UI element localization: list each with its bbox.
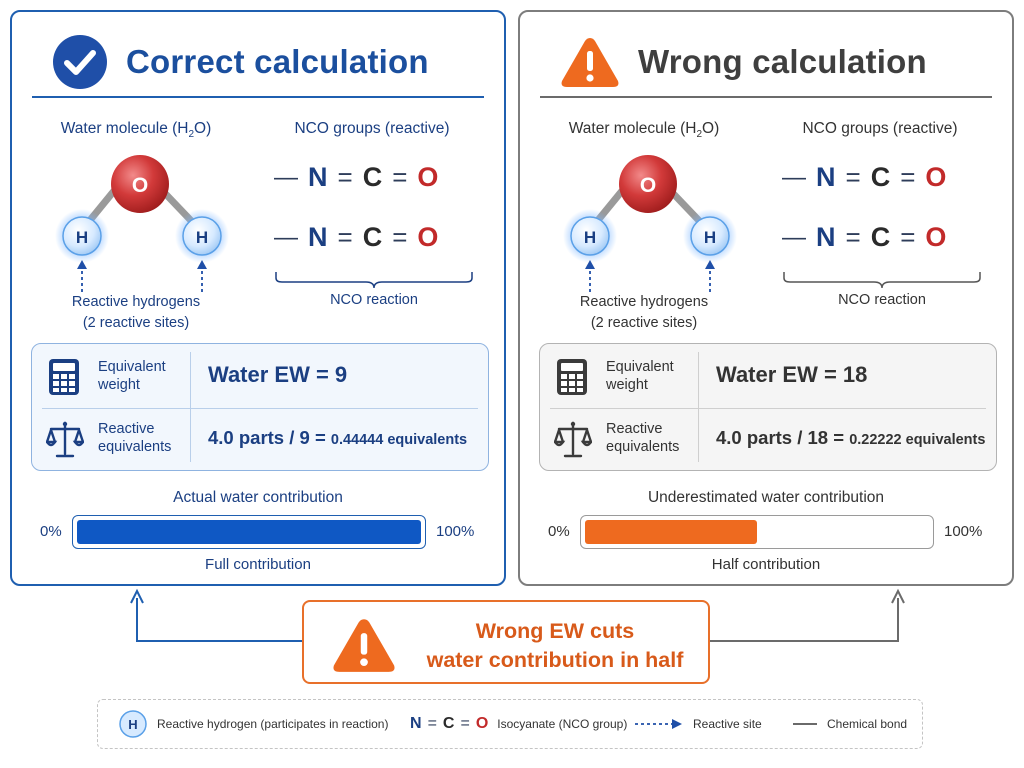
isocyanate-legend-icon: N = C = O [410,715,489,732]
hydrogen-symbol-right: H [703,228,717,247]
eq-label-line2: equivalents [606,439,680,455]
contribution-caption: Full contribution [205,556,311,573]
legend-item-reactive-site [634,700,762,748]
reactive-hydrogens-text: Reactive hydrogens [71,294,201,310]
hydrogen-symbol-right: H [195,228,209,247]
callout-line1: Wrong EW cuts [475,619,635,643]
equivalent-weight-value: Water EW = 9 [208,362,348,387]
callout-line2: water contribution in half [426,648,684,672]
legend-reactive-site-text: Reactive site [693,717,762,731]
nco-groups-label: NCO groups (reactive) [802,120,958,137]
contribution-caption: Half contribution [711,556,821,573]
nco-groups-label: NCO groups (reactive) [294,120,450,137]
legend-item-hydrogen [118,700,388,748]
contribution-title: Underestimated water contribution [647,489,885,506]
equivalent-weight-value: Water EW = 18 [716,362,868,387]
percent-min-label: 0% [40,523,62,540]
hydrogen-symbol-left: H [583,228,597,247]
legend-item-bond [792,700,907,748]
bond-line-icon [792,718,818,730]
wrong-title: Wrong calculation [638,43,927,80]
reactive-hydrogens-text: Reactive hydrogens [579,294,709,310]
nco-group-1: — N = C = O [274,162,439,192]
wrong-ew-callout [302,600,710,684]
contribution-title: Actual water contribution [173,489,343,506]
legend-item-isocyanate [410,700,627,748]
reactive-equivalents-value: 4.0 parts / 18 = 0.22222 equivalents [716,427,986,448]
callout-text [410,617,700,675]
correct-title: Correct calculation [126,43,429,80]
dashed-arrow-icon [634,718,684,730]
percent-min-label: 0% [548,523,570,540]
ew-label-line1: Equivalent [606,359,674,375]
percent-max-label: 100% [436,523,475,540]
ew-label-line2: weight [606,377,648,393]
water-molecule-label: Water molecule $(H_2O)$ [60,120,212,141]
legend-bond-text: Chemical bond [827,717,908,731]
reactive-equivalents-value: 4.0 parts / 9 = 0.44444 equivalents [208,427,468,448]
nco-group-1: — N = C = O [782,162,947,192]
percent-max-label: 100% [944,523,983,540]
eq-label-line2: equivalents [98,439,172,455]
nco-group-2: — N = C = O [782,222,947,252]
nco-group-2: — N = C = O [274,222,439,252]
water-molecule-label: Water molecule $(H_2O)$ [568,120,720,141]
reactive-sites-text: (2 reactive sites) [82,315,190,331]
legend [97,699,923,749]
ew-label-line2: weight [98,377,140,393]
nco-reaction-caption: NCO reaction [330,292,418,308]
eq-label-line1: Reactive [606,421,663,437]
nco-reaction-caption: NCO reaction [838,292,926,308]
legend-hydrogen-text: Reactive hydrogen (participates in reaction) [157,717,389,731]
oxygen-symbol: O [131,174,149,197]
connector-to-correct [131,591,302,641]
oxygen-symbol: O [639,174,657,197]
svg-text:H: H [128,717,138,732]
hydrogen-symbol-left: H [75,228,89,247]
legend-isocyanate-text: Isocyanate (NCO group) [497,717,628,731]
reactive-sites-text: (2 reactive sites) [590,315,698,331]
warning-icon [330,616,398,674]
ew-label-line1: Equivalent [98,359,166,375]
connector-to-wrong [710,591,904,641]
eq-label-line1: Reactive [98,421,155,437]
hydrogen-legend-icon [118,709,148,739]
